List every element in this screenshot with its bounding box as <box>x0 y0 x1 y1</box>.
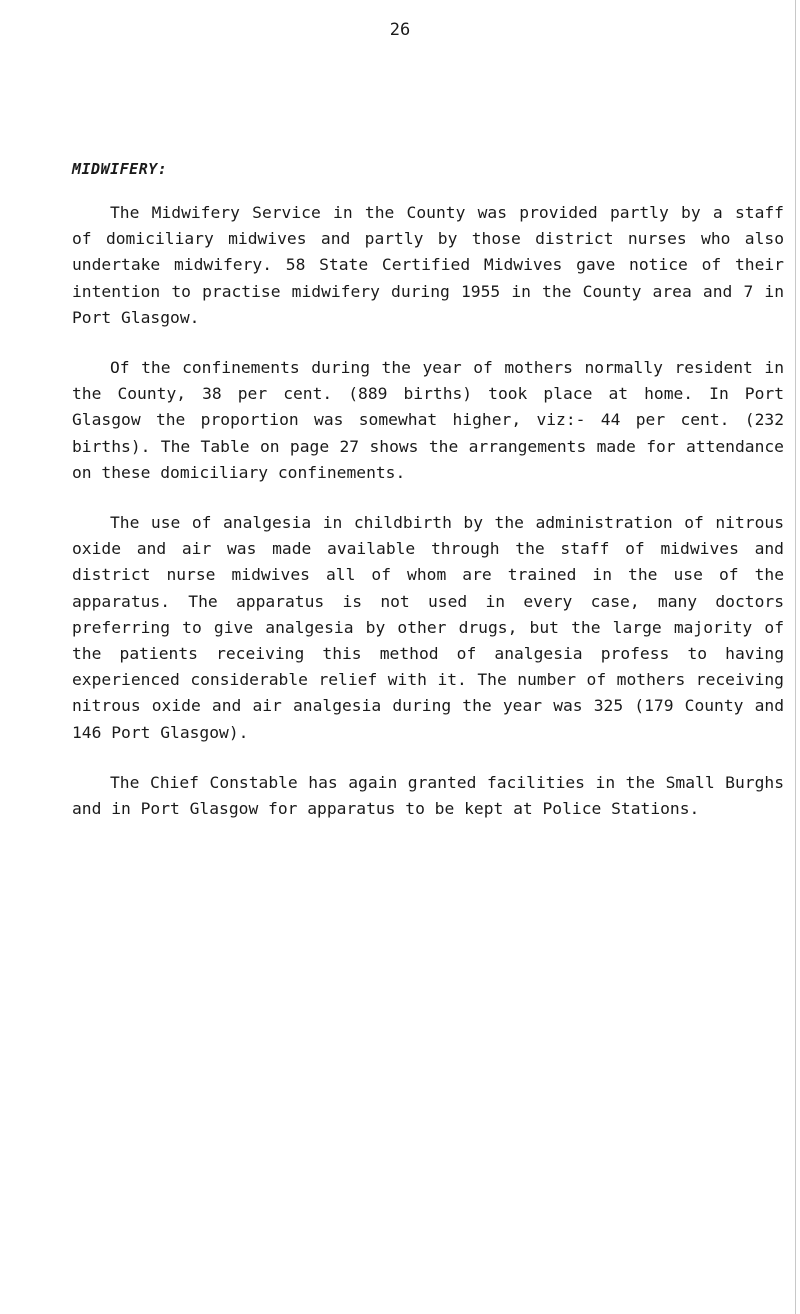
section-heading: MIDWIFERY: <box>72 160 168 178</box>
paragraph-midwifery-service: The Midwifery Service in the County was provided partly by a staff of domiciliary midwives and partly by those district nurses who also undertake midwifery. 58 State Certified Midwives gave notice of their intention to practise midwifery during 1955 in the County area and 7 in Port Glasgow. <box>72 203 784 327</box>
body-text <box>72 200 784 846</box>
paragraph-police-stations: The Chief Constable has again granted facilities in the Small Burghs and in Port Glasgow for apparatus to be kept at Police Stations. <box>72 772 784 819</box>
paragraph-confinements: Of the confinements during the year of mothers normally resident in the County, 38 per cent. (889 births) took place at home. In Port Glasgow the proportion was somewhat higher, viz:- 44 per cent. (232 births). The Table on page 27 shows the arrangements made for attendance on these domiciliary confinements. <box>72 358 784 482</box>
page-number: 26 <box>389 20 411 40</box>
paragraph-analgesia: The use of analgesia in childbirth by the administration of nitrous oxide and air was made available through the staff of midwives and district nurse midwives all of whom are trained in the use of the apparatus. The apparatus is not used in every case, many doctors preferring to give analgesia by other drugs, but the large majority of the patients receiving this method of analgesia profess to having experienced considerable relief with it. The number of mothers receiving nitrous oxide and air analgesia during the year was 325 (179 County and 146 Port Glasgow). <box>72 513 784 742</box>
page-edge-line <box>795 0 796 1314</box>
